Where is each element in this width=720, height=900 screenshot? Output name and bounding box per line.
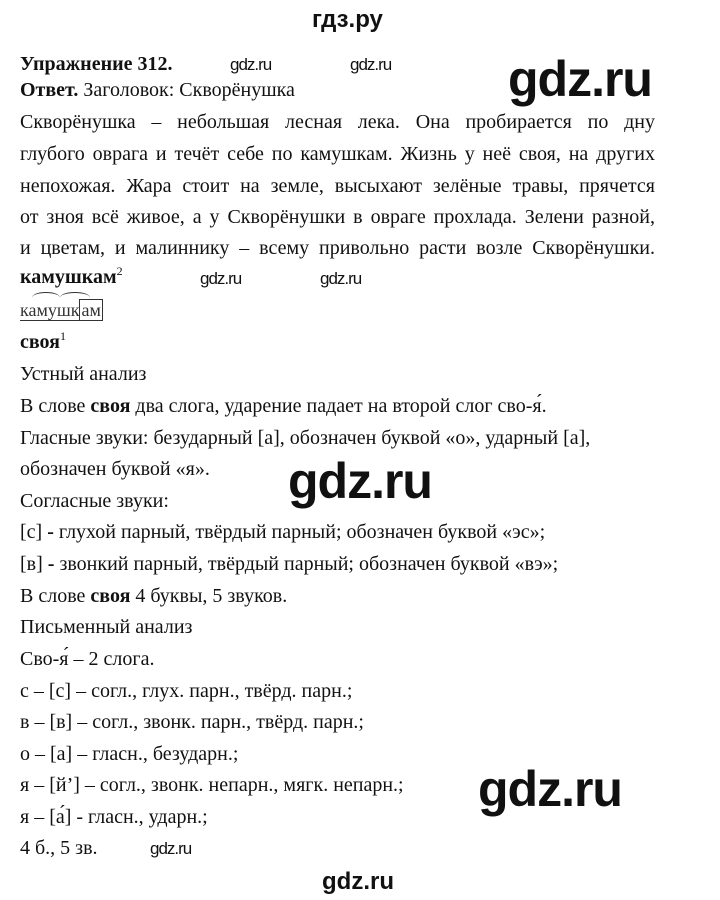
footer-watermark: gdz.ru: [322, 868, 394, 895]
text: своя: [90, 585, 131, 607]
text: звонкий парный, твёрдый парный; обозначен буквой «вэ»;: [54, 553, 559, 575]
text: своя: [90, 395, 131, 417]
morpheme-analysis: [20, 300, 103, 321]
answer-text: Заголовок: Скворёнушка: [78, 79, 295, 101]
written-line: я – [а́] - гласн., ударн.;: [20, 806, 208, 828]
written-line: 4 б., 5 зв.: [20, 837, 98, 859]
written-line: Сво-я́ – 2 слога.: [20, 648, 155, 670]
text: В слове: [20, 585, 91, 607]
watermark: gdz.ru: [200, 269, 242, 288]
word-text: своя: [20, 331, 60, 353]
oral-heading: Устный анализ: [20, 363, 147, 385]
watermark: gdz.ru: [288, 453, 432, 509]
oral-line: Гласные звуки: безударный [а], обозначен буквой «о», ударный [а],: [20, 427, 591, 449]
oral-line: Согласные звуки:: [20, 490, 169, 512]
watermark: gdz.ru: [320, 269, 362, 288]
answer-label: Ответ.: [20, 79, 79, 101]
watermark: gdz.ru: [150, 839, 192, 858]
stem-text: камушк: [20, 300, 80, 320]
watermark: gdz.ru: [350, 55, 392, 74]
oral-line: обозначен буквой «я».: [20, 458, 210, 480]
written-line: с – [с] – согл., глух. парн., твёрд. парн.;: [20, 680, 353, 702]
text: -: [47, 521, 54, 543]
paragraph-line: и цветам, и малиннику – всему привольно расти возле Скворёнушки.: [20, 237, 655, 259]
watermark: gdz.ru: [508, 51, 652, 107]
root-and-stem: [20, 300, 79, 321]
root-arc: [32, 292, 60, 303]
word-superscript: 1: [59, 329, 66, 343]
written-line: о – [а] – гласн., безударн.;: [20, 743, 239, 765]
paragraph-line: глубого оврага и течёт себе по камушкам. Жизнь у неё своя, на других: [20, 143, 655, 165]
text: 4 буквы, 5 звуков.: [130, 585, 288, 607]
text: [в]: [20, 553, 48, 575]
paragraph-line: от зноя всё живое, а у Скворёнушки в овраге прохлада. Зелени разной,: [20, 206, 655, 228]
oral-line: [20, 520, 545, 544]
written-line: я – [й’] – согл., звонк. непарн., мягк. непарн.;: [20, 774, 404, 796]
text: -: [47, 553, 55, 575]
text: глухой парный, твёрдый парный; обозначен буквой «эс»;: [53, 521, 546, 543]
exercise-title: [20, 52, 173, 76]
watermark: gdz.ru: [478, 761, 622, 817]
text: два слога, ударение падает на второй слог сво-я́.: [130, 395, 547, 417]
word-heading-svoya: [20, 330, 66, 354]
written-line: в – [в] – согл., звонк. парн., твёрд. парн.;: [20, 711, 364, 733]
written-heading: Письменный анализ: [20, 616, 193, 638]
watermark: gdz.ru: [230, 55, 272, 74]
word-text: камушкам: [20, 266, 117, 288]
title-text: Упражнение 312.: [20, 53, 173, 75]
ending-box: ам: [81, 300, 101, 320]
word-heading-kamushkam: [20, 265, 123, 289]
suffix-arc: [60, 292, 90, 303]
text: [с]: [20, 521, 48, 543]
oral-line: [20, 552, 558, 576]
oral-line: [20, 584, 287, 608]
text: В слове: [20, 395, 91, 417]
paragraph-line: Скворёнушка – небольшая лесная лека. Она пробирается по дну: [20, 111, 655, 133]
header-watermark: гдз.ру: [312, 6, 383, 33]
word-superscript: 2: [116, 264, 123, 278]
answer-line: [20, 78, 295, 102]
paragraph-line: непохожая. Жара стоит на земле, высыхают зелёные травы, прячется: [20, 175, 655, 197]
oral-line: [20, 394, 547, 418]
